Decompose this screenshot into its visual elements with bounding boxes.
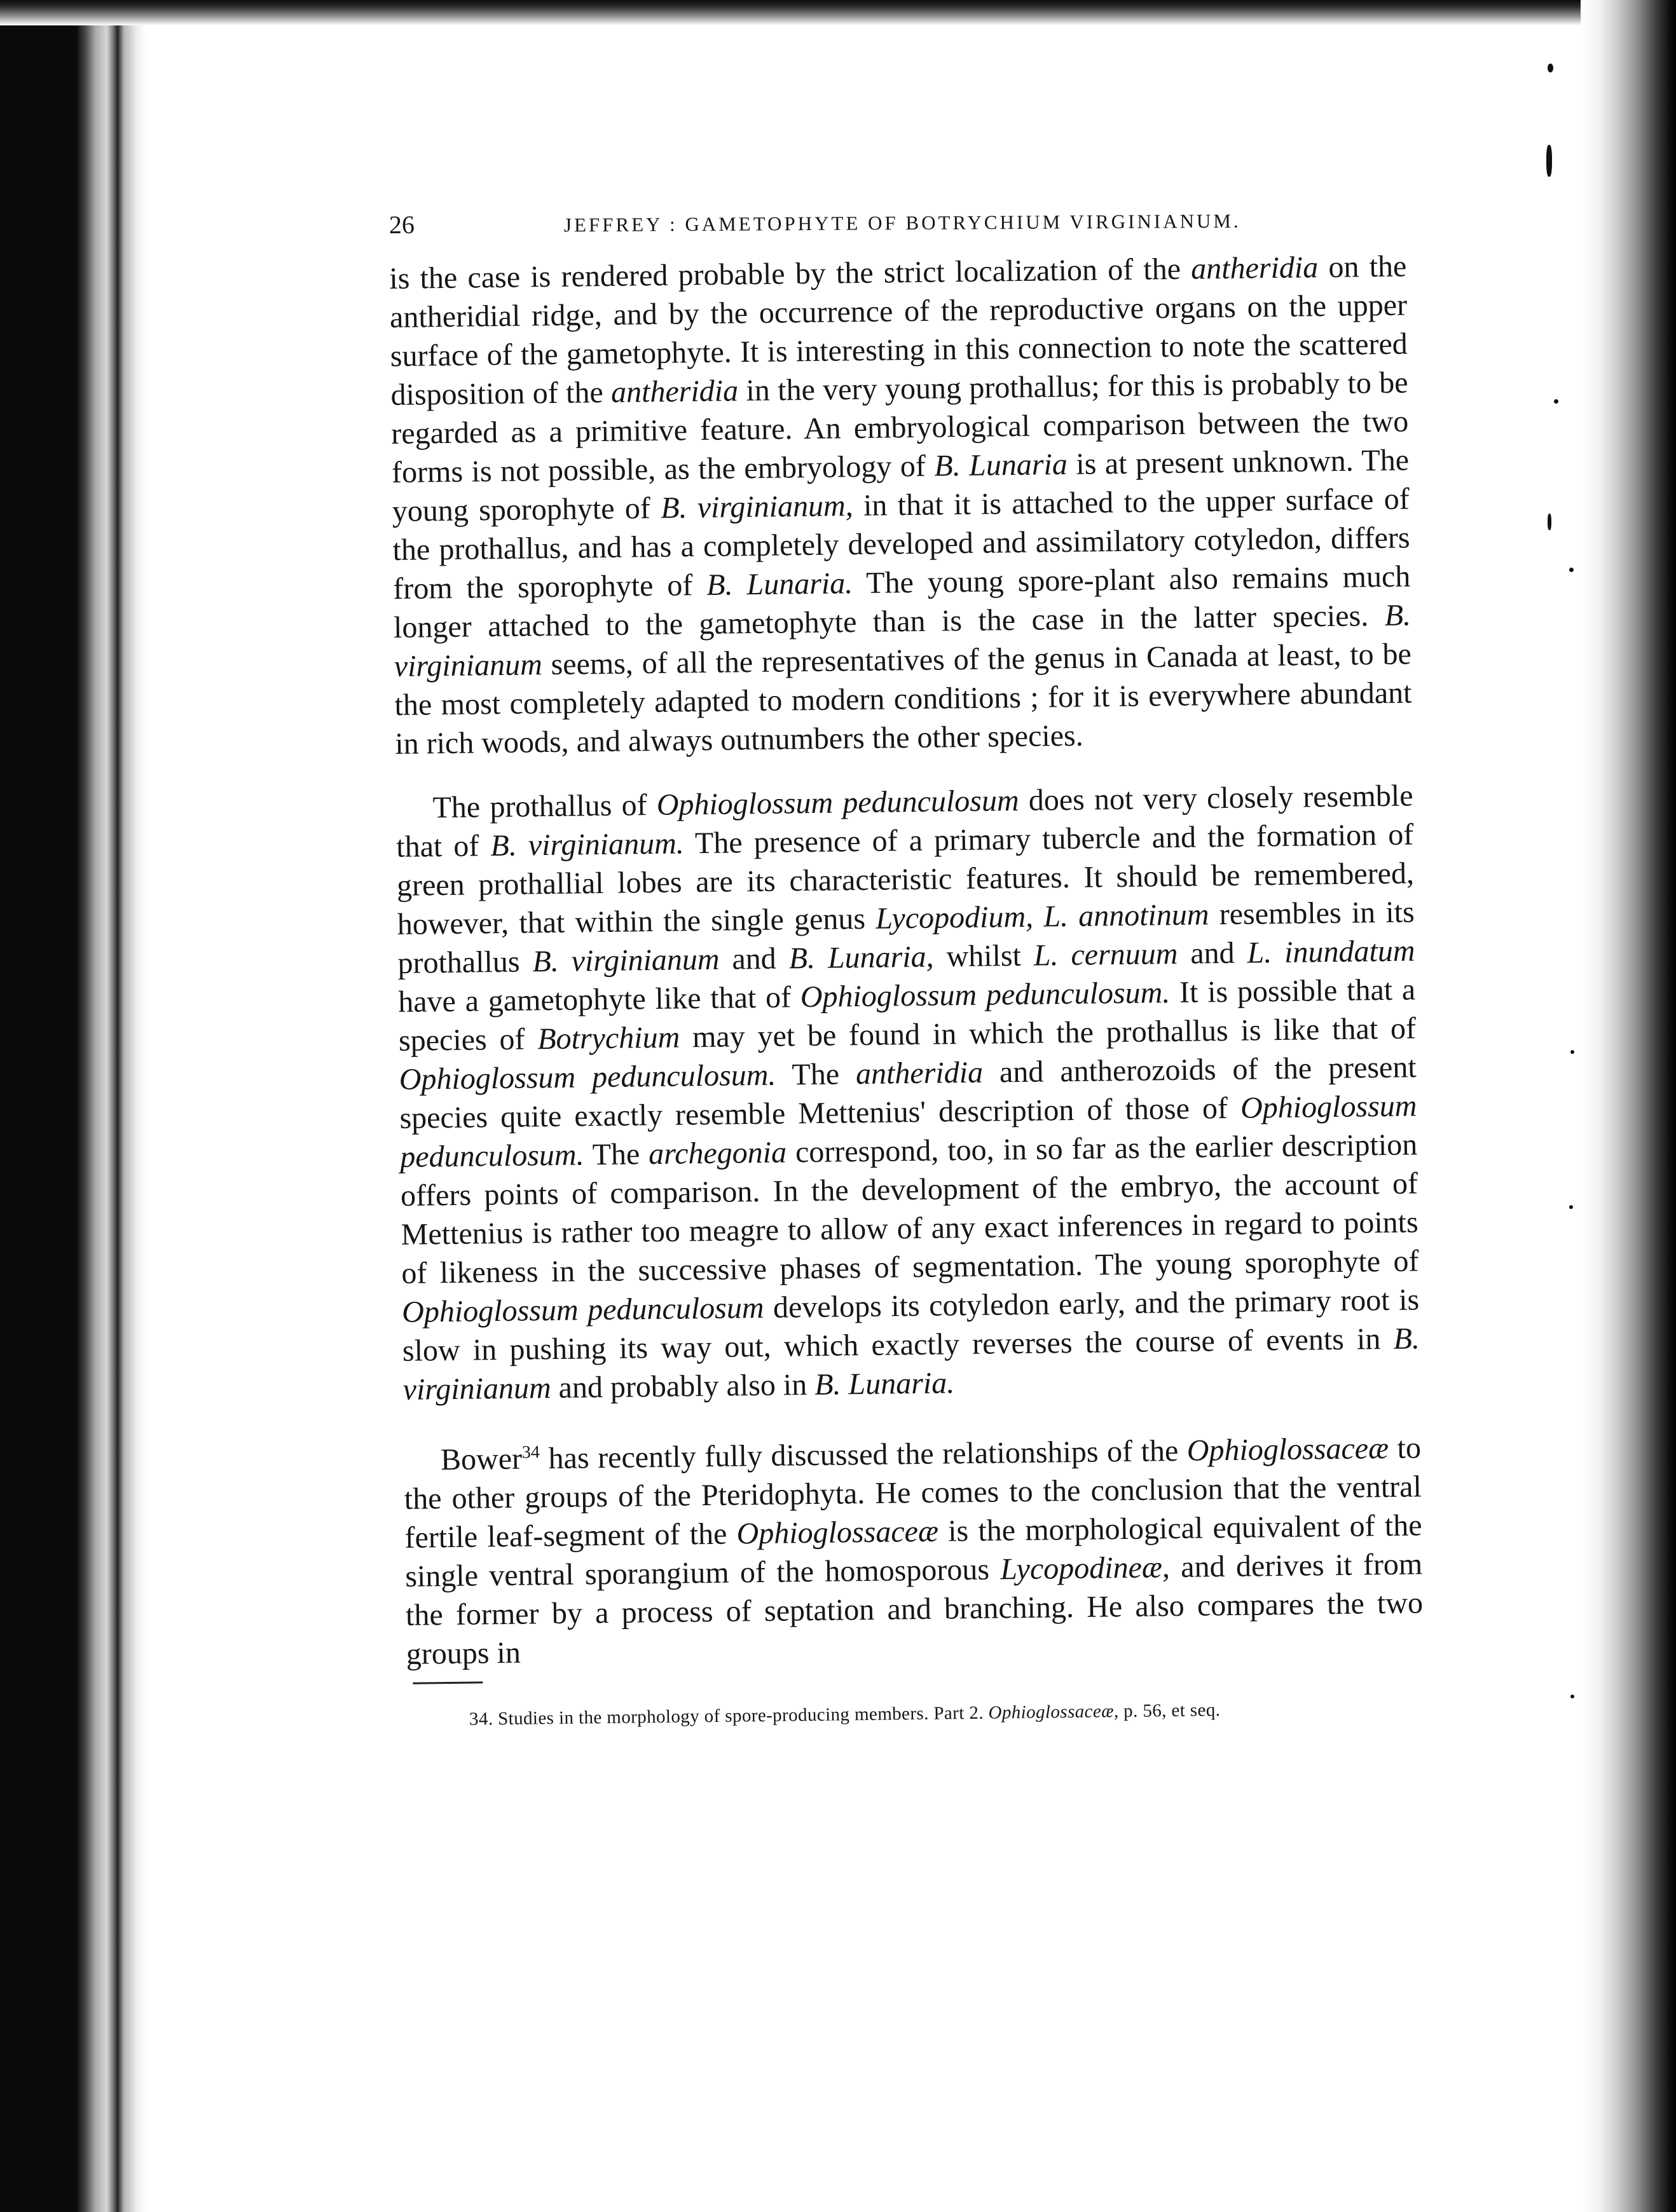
- text-run: The: [776, 1057, 856, 1092]
- italic-term: Lycopodineæ,: [1000, 1550, 1171, 1587]
- text-run: p. 56, et seq.: [1118, 1700, 1221, 1722]
- running-title: JEFFREY : GAMETOPHYTE OF BOTRYCHIUM VIRGINIANUM.: [563, 209, 1241, 236]
- italic-term: Ophioglossum pedunculosum.: [399, 1089, 1417, 1174]
- text-run: in that it is attached to the upper surface of the prothallus, and has a completely developed and assimilatory cotyledon, differs from the sporophyte of: [392, 482, 1410, 606]
- scan-speck: [1554, 399, 1558, 404]
- book-spine-shadow-left: [0, 0, 146, 2212]
- italic-term: antheridia: [610, 374, 739, 409]
- scan-speck: [1546, 145, 1552, 177]
- footnote-rule: [413, 1681, 483, 1684]
- italic-term: Ophioglossum pedunculosum.: [800, 976, 1171, 1014]
- italic-term: B. Lunaria.: [706, 566, 853, 602]
- italic-term: L. annotinum: [1043, 898, 1209, 934]
- text-run: whilst: [933, 938, 1034, 974]
- italic-term: Ophioglossum pedunculosum.: [399, 1058, 776, 1096]
- running-header: [389, 203, 1432, 248]
- page-edge-shadow-right: [1581, 0, 1676, 2212]
- italic-term: L. inundatum: [1247, 934, 1415, 970]
- text-run: The prothallus of: [432, 788, 657, 825]
- text-run: is the morphological equivalent of the single ventral sporangium of the homosporous: [404, 1508, 1422, 1594]
- italic-term: archegonia: [648, 1135, 787, 1171]
- text-run: and antherozoids of the present species quite exactly resemble Mettenius' description of those of: [399, 1050, 1417, 1135]
- text-run: and: [1178, 936, 1247, 971]
- scan-speck: [1570, 1050, 1574, 1054]
- italic-term: Lycopodium,: [875, 899, 1034, 936]
- italic-term: Botrychium: [537, 1020, 680, 1056]
- text-run: is the case is rendered probable by the strict localization of the: [389, 252, 1192, 296]
- text-run: and: [719, 941, 789, 976]
- text-run: is at present unknown. The young sporophyte of: [392, 443, 1410, 528]
- text-run: 34. Studies in the morphology of spore-producing members. Part 2.: [469, 1702, 989, 1730]
- italic-term: B. virginianum,: [660, 489, 853, 525]
- italic-term: antheridia: [1190, 250, 1319, 286]
- italic-term: antheridia: [855, 1055, 984, 1091]
- italic-term: B. virginianum: [532, 942, 720, 979]
- scan-speck: [1548, 514, 1551, 530]
- paragraph-1: [389, 247, 1413, 763]
- text-run: has recently fully discussed the relationships of the: [539, 1433, 1188, 1476]
- scan-speck: [1570, 1695, 1574, 1698]
- text-run: and probably also in: [551, 1367, 815, 1405]
- italic-term: Ophioglossaceæ,: [988, 1701, 1119, 1723]
- italic-term: Ophioglossaceæ: [736, 1514, 939, 1551]
- text-run: develops its cotyledon early, and the primary root is slow in pushing its way out, which exactly reverses the course of events in: [402, 1283, 1420, 1368]
- text-run: in the very young prothallus; for this is probably to be regarded as a primitive feature. An embryological comparison between the two forms is not possible, as the embryology of: [391, 365, 1409, 489]
- text-run: It is possible that a species of: [398, 973, 1416, 1058]
- page-number: 26: [388, 210, 415, 239]
- italic-term: B. virginianum.: [490, 826, 685, 863]
- footnote: [407, 1695, 1424, 1733]
- italic-term: B. Lunaria: [933, 447, 1068, 483]
- text-run: The young spore-plant also remains much longer attached to the gametophyte than is the case in the latter species.: [393, 559, 1411, 645]
- text-run: Bower: [440, 1442, 523, 1477]
- body-text: [389, 247, 1425, 1751]
- scan-edge-top: [0, 0, 1676, 25]
- paragraph-3: [404, 1422, 1424, 1674]
- text-run: correspond, too, in so far as the earlier description offers points of comparison. In the development of the embryo, the account of Mettenius is rather too meagre to allow of any exact inferences in regard to points of likeness in the successive phases of segmentation. The young sporophyte of: [400, 1128, 1419, 1290]
- text-run: may yet be found in which the prothallus is like that of: [679, 1011, 1417, 1055]
- text-run: on the antheridial ridge, and by the occurrence of the reproductive organs on the upper surface of the gametophyte. It is interesting in this connection to note the scattered disposition of the: [389, 249, 1408, 412]
- footnote-reference: 34: [521, 1442, 540, 1463]
- text-run: and derives it from the former by a process of septation and branching. He also compares the two groups in: [405, 1547, 1424, 1671]
- text-run: resembles in its prothallus: [397, 895, 1415, 980]
- italic-term: B. Lunaria.: [814, 1366, 955, 1402]
- italic-term: B. virginianum: [394, 598, 1412, 683]
- italic-term: Ophioglossum pedunculosum: [401, 1290, 764, 1329]
- text-run: to the other groups of the Pteridophyta. He comes to the conclusion that the ventral fertile leaf-segment of the: [404, 1431, 1422, 1555]
- scan-speck: [1569, 568, 1574, 572]
- scan-speck: [1569, 1205, 1573, 1209]
- text-run: does not very closely resemble that of: [395, 779, 1413, 864]
- italic-term: L. cernuum: [1033, 936, 1178, 973]
- text-run: have a gametophyte like that of: [397, 980, 801, 1019]
- italic-term: Ophioglossum pedunculosum: [656, 783, 1019, 822]
- paragraph-2: [395, 776, 1420, 1409]
- italic-term: B. Lunaria,: [788, 939, 934, 976]
- text-run: The presence of a primary tubercle and the formation of green prothallial lobes are its characteristic features. It should be remembered, however, that within the single genus: [396, 817, 1415, 941]
- text-run: seems, of all the representatives of the genus in Canada at least, to be the most completely adapted to modern conditions ; for it is everywhere abundant in rich woods, and always outnumbers the other species.: [394, 637, 1412, 761]
- text-run: The: [584, 1137, 649, 1172]
- scan-speck: [1548, 64, 1553, 72]
- italic-term: B. virginianum: [402, 1321, 1420, 1407]
- italic-term: Ophioglossaceæ: [1186, 1431, 1389, 1468]
- text-run: [1033, 900, 1044, 934]
